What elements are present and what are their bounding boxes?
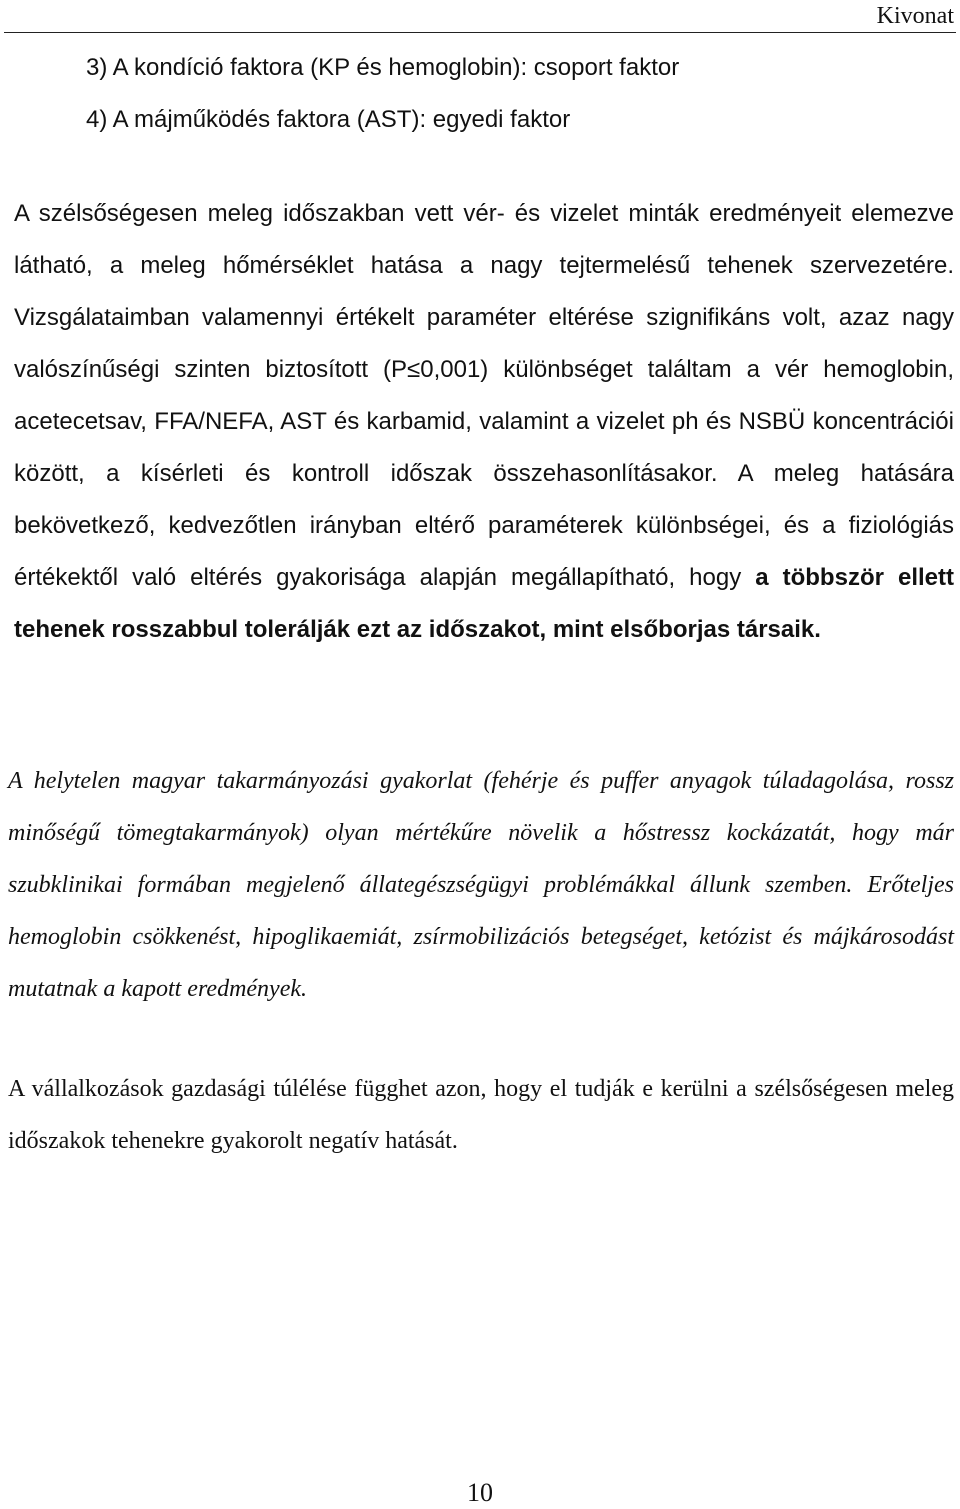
- page-header: [0, 0, 960, 36]
- header-rule: [4, 32, 956, 33]
- feeding-paragraph: A helytelen magyar takarmányozási gyakorlat (fehérje és puffer anyagok túladagolása, rossz minőségű tömegtakarmányok) olyan mértékűre növelik a hőstressz kockázatát, hogy már szubklinikai formában megjelenő állategészségügyi problémákkal állunk szemben. Erőteljes hemoglobin csökkenést, hipoglikaemiát, zsírmobilizációs betegséget, ketózist és májkárosodást mutatnak a kapott eredmények.: [8, 768, 954, 1002]
- economic-paragraph: A vállalkozások gazdasági túlélése függhet azon, hogy el tudják e kerülni a szélsőségesen meleg időszakok tehenekre gyakorolt negatív hatását.: [8, 1076, 954, 1154]
- factor-list: [86, 42, 679, 146]
- header-title: Kivonat: [876, 3, 954, 29]
- factor-item-4: 4) A májműködés faktora (AST): egyedi faktor: [86, 106, 571, 133]
- results-text: A szélsőségesen meleg időszakban vett vér- és vizelet minták eredményeit elemezve látható, a meleg hőmérséklet hatása a nagy tejtermelésű tehenek szervezetére. Vizsgálataimban valamennyi értékelt paraméter eltérése szignifikáns volt, azaz nagy valószínűségi szinten biztosított (P≤0,001) különbséget találtam a vér hemoglobin, acetecetsav, FFA/NEFA, AST és karbamid, valamint a vizelet ph és NSBÜ koncentrációi között, a kísérleti és kontroll időszak összehasonlításakor. A meleg hatására bekövetkező, kedvezőtlen irányban eltérő paraméterek különbségei, és a fiziológiás értékektől való eltérés gyakorisága alapján megállapítható, hogy: [14, 200, 954, 591]
- results-paragraph: [14, 188, 954, 656]
- results-conclusion-bold: a többször ellett tehenek rosszabbul tolerálják ezt az időszakot, mint elsőborjas társaik.: [14, 564, 954, 643]
- page-number: 10: [467, 1478, 493, 1507]
- factor-item-3: 3) A kondíció faktora (KP és hemoglobin): csoport faktor: [86, 54, 680, 81]
